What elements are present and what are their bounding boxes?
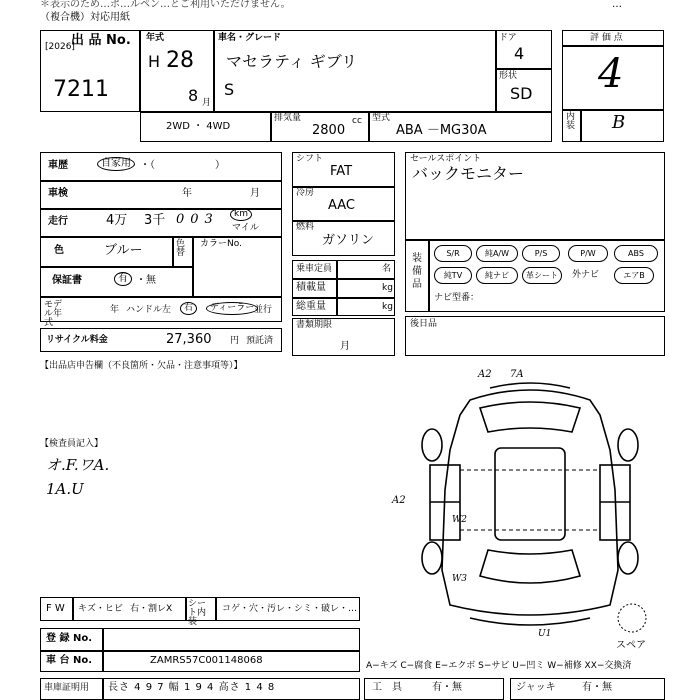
import-option: 並行 [254,305,273,315]
type-label: 型式 [372,113,391,123]
shift-label: シフト [296,154,324,164]
interior-value: B [612,112,626,133]
car-diagram [400,370,660,640]
tools-value: 有・無 [432,682,462,693]
warranty-label: 保証書 [52,275,82,286]
handle-label: ハンドル [126,305,163,315]
equip-ps: P/S [522,245,560,262]
recycle-label: リサイクル料金 [46,335,108,345]
shape-label: 形状 [499,71,518,81]
lot-number: 7211 [53,77,109,102]
mileage-label: 走行 [48,216,68,227]
diagram-note-fa: 7A [510,369,524,380]
year-month-unit: 月 [202,98,212,108]
mileage-unit: km [230,208,252,221]
diagram-note-w3: W3 [452,574,467,584]
recycle-unit: 円 [230,336,240,346]
equip-ext-navi: 外ナビ [572,270,600,280]
fw-hand: 右・割レX [130,604,173,614]
model-name: マセラティ ギブリ [226,52,358,71]
recycle-value: 27,360 [166,332,212,347]
color-no-label: カラーNo. [200,239,242,249]
score-label: 評 価 点 [590,33,623,43]
interior-label: 内装 [566,112,576,131]
weight-label: 総重量 [296,301,326,312]
fw-label: F W [46,603,65,614]
garage-label: 車庫証明用 [44,683,90,693]
equip-leather: 革シート [522,267,562,284]
jack-value: 有・無 [582,682,612,693]
load-unit: kg [382,283,393,293]
displacement-label: 排気量 [274,113,302,123]
mileage-sen: 3千 [144,213,166,228]
header-top-text: ＊表示のため…ポ…ルペン…とご利用いただけません。 [40,0,291,10]
history-value: 自家用 [97,157,135,171]
equip-airbag: エアB [614,267,654,284]
lot-box [40,30,140,112]
handle-left: 左 [162,305,172,315]
later-block [405,316,665,356]
inspector-line1: オ.F.ワA. [46,456,110,474]
damage-legend: A−キズ C−腐食 E−エクボ S−サビ U−凹ミ W−補修 XX−交換済 [366,661,632,671]
shift-value: FAT [330,164,353,179]
tools-label: 工 具 [372,682,402,693]
lot-year-tag: [2026] [45,42,75,52]
weight-unit: kg [382,302,393,312]
navi-model-label: ナビ型番： [434,293,480,303]
recycle-note: 預託済 [246,336,274,346]
inspection-label: 車検 [48,188,68,199]
handle-right: 右 [180,302,197,315]
load-label: 積載量 [296,282,326,293]
history-label: 車歴 [48,160,68,171]
capacity-label: 乗車定員 [296,264,333,274]
registration-label: 登 録 No. [46,633,93,644]
diagram-note-a2: A2 [478,369,492,380]
fuel-label: 燃料 [296,222,315,232]
year-label: 年式 [146,33,165,43]
color-repaint: 色替 [176,239,186,258]
seat-label: シート内装 [188,599,207,627]
mileage-man: 4万 [106,213,128,228]
fw-scratch: キズ・ヒビ [78,604,123,614]
score-value: 4 [598,51,624,97]
year-month: 8 [188,86,199,105]
equip-navi: 純ナビ [476,267,518,284]
exhibitor-note-label: 【出品店申告欄（不良箇所・欠品・注意事項等）】 [40,361,243,371]
sales-point-label: セールスポイント [410,154,482,164]
diagram-note-left: A2 [392,495,406,506]
diagram-note-u1: U1 [538,629,552,639]
drive-value: 2WD ・ 4WD [166,121,231,132]
inspector-line2: 1A.U [46,480,84,498]
model-year-label: モデル年式 [44,300,63,328]
mileage-alt: マイル [232,223,259,233]
form-subtitle: （複合機）対応用紙 [40,12,130,23]
year-era: H [148,52,161,71]
color-value: ブルー [104,243,143,258]
equip-sr: S/R [434,245,472,262]
inspection-year: 年 [182,188,192,199]
color-label: 色 [54,245,64,256]
spare-label: スペア [616,640,646,651]
garage-digits: 長さ 4 9 7 幅 1 9 4 高さ 1 4 8 [108,682,276,693]
doors-label: ドア [499,33,517,43]
fuel-value: ガソリン [322,233,375,248]
ac-label: 冷房 [296,188,315,198]
type-value: ABA －MG30A [396,123,487,138]
model-grade: S [224,80,235,99]
seat-stains: コゲ・穴・汚レ・シミ・破レ・… [222,604,358,614]
chassis-label: 車 台 No. [46,655,93,666]
model-label: 車名・グレード [218,33,282,43]
year-value: 28 [166,48,194,73]
jack-label: ジャッキ [516,682,556,693]
equip-aw: 純A/W [476,245,518,262]
doc-expiry-label: 書類期限 [296,320,333,330]
sales-point-value: バックモニター [412,164,525,183]
history-paren: ・（ ） [140,160,225,171]
doc-expiry-unit: 月 [340,341,350,352]
header-top-right: … [612,0,622,10]
ac-value: AAC [328,198,355,213]
shape-value: SD [510,84,533,103]
mileage-digits: 003 [176,212,219,227]
chassis-value: ZAMRS57C001148068 [150,655,263,666]
later-label: 後日品 [410,319,438,329]
lot-label: 出 品 No. [71,33,131,48]
inspection-month: 月 [250,188,260,199]
warranty-none: ・無 [136,275,156,286]
inspector-label: 【検査員記入】 [40,439,104,449]
equip-pw: P/W [568,245,608,262]
equip-tv: 純TV [434,267,472,284]
model-year-unit: 年 [110,305,120,315]
displacement-unit: cc [352,116,362,126]
dealer-option: ディーラー [206,302,258,315]
equipment-label: 装備品 [412,253,422,290]
equip-abs: ABS [614,245,658,262]
warranty-have: 有 [114,272,132,286]
doors-value: 4 [514,44,525,63]
displacement-value: 2800 [312,123,346,138]
diagram-note-w2: W2 [452,515,467,525]
capacity-unit: 名 [382,264,392,274]
